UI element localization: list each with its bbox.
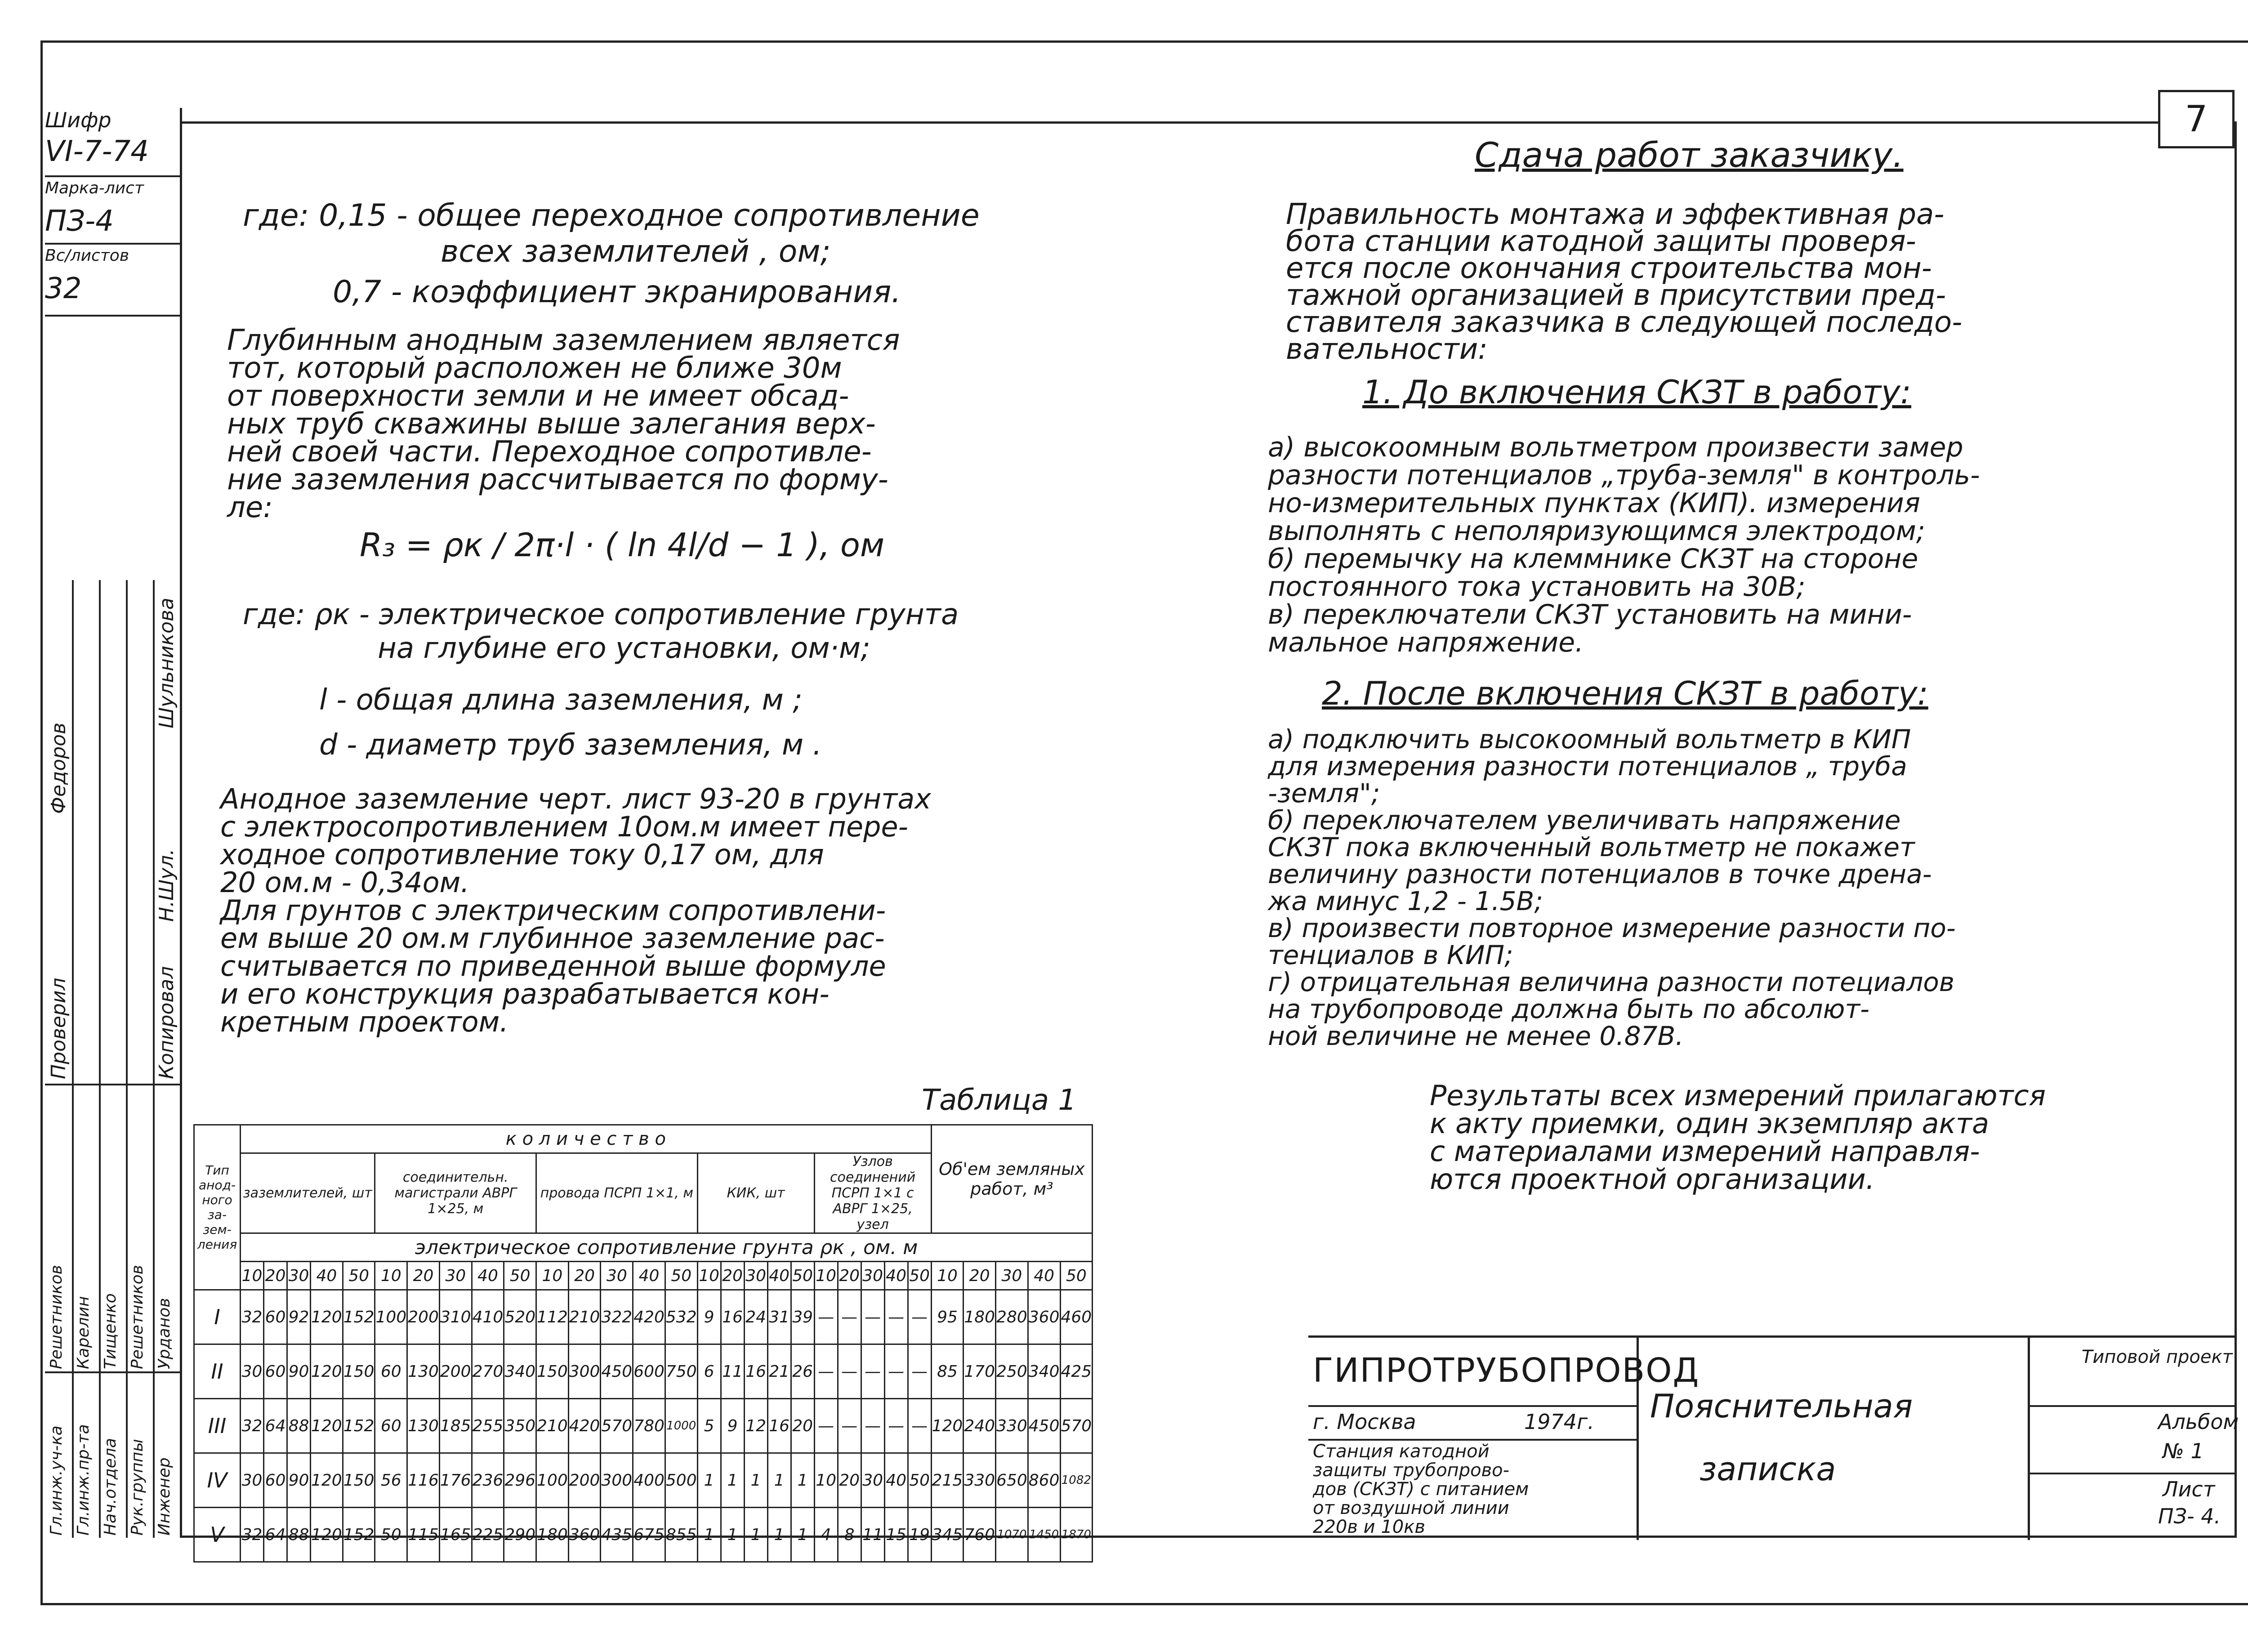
year: 1974г. bbox=[1524, 1410, 1594, 1434]
title-block bbox=[1308, 1335, 2237, 1542]
proveril-label: Проверил bbox=[47, 978, 70, 1079]
table-cell: 30 bbox=[241, 1453, 264, 1508]
table-cell: 6 bbox=[697, 1344, 721, 1399]
table-cell: 60 bbox=[264, 1344, 287, 1399]
paragraph-line: ных труб скважины выше залегания верх- bbox=[227, 407, 876, 441]
album-label: Альбом bbox=[2158, 1410, 2239, 1434]
table-cell: 1 bbox=[721, 1508, 744, 1562]
resistance-value: 10 bbox=[814, 1262, 838, 1290]
where-5: d - диаметр труб заземления, м . bbox=[319, 728, 822, 762]
header-group: провода ПСРП 1×1, м bbox=[536, 1153, 698, 1233]
list-item: в) произвести повторное измерение разности по- bbox=[1268, 913, 1956, 943]
table-cell: 4 bbox=[814, 1508, 838, 1562]
table-cell: 855 bbox=[665, 1508, 697, 1562]
resistance-value: 30 bbox=[996, 1262, 1028, 1290]
paragraph-line: тажной организацией в присутствии пред- bbox=[1286, 279, 1946, 312]
resistance-value: 20 bbox=[838, 1262, 861, 1290]
paragraph-line: ние заземления рассчитывается по форму- bbox=[227, 463, 888, 496]
resistance-value: 30 bbox=[287, 1262, 311, 1290]
table-cell: 1 bbox=[744, 1453, 767, 1508]
resistance-value: 10 bbox=[241, 1262, 264, 1290]
table-cell: 1070 bbox=[996, 1508, 1028, 1562]
table-cell: 20 bbox=[838, 1453, 861, 1508]
table-cell: 420 bbox=[568, 1399, 601, 1453]
table-cell: 240 bbox=[963, 1399, 996, 1453]
table-cell: 200 bbox=[568, 1453, 601, 1508]
table-cell: — bbox=[908, 1399, 931, 1453]
table-cell: 11 bbox=[721, 1344, 744, 1399]
table-cell: 170 bbox=[963, 1344, 996, 1399]
resistance-value: 10 bbox=[697, 1262, 721, 1290]
sig-role-4: Инженер bbox=[155, 1457, 174, 1536]
resistance-value: 20 bbox=[568, 1262, 601, 1290]
description-line: дов (СКЗТ) с питанием bbox=[1313, 1479, 1529, 1500]
table-cell: 1450 bbox=[1028, 1508, 1060, 1562]
row-type: IV bbox=[194, 1453, 241, 1508]
resistance-value: 10 bbox=[931, 1262, 963, 1290]
resistance-value: 10 bbox=[375, 1262, 407, 1290]
list-item: -земля"; bbox=[1268, 778, 1380, 808]
sig-role-0: Гл.инж.уч-ка bbox=[47, 1425, 66, 1536]
album-value: № 1 bbox=[2163, 1439, 2204, 1463]
table-cell: 100 bbox=[375, 1290, 407, 1344]
shulyn-name: Н.Шул. bbox=[155, 848, 178, 922]
table-cell: 280 bbox=[996, 1290, 1028, 1344]
paragraph-line: Правильность монтажа и эффективная ра- bbox=[1286, 198, 1945, 231]
table-cell: 32 bbox=[241, 1508, 264, 1562]
table-cell: 152 bbox=[343, 1399, 375, 1453]
table-cell: 425 bbox=[1060, 1344, 1093, 1399]
table-cell: 88 bbox=[287, 1399, 311, 1453]
table-cell: 270 bbox=[472, 1344, 504, 1399]
table-cell: 1870 bbox=[1060, 1508, 1093, 1562]
table-cell: 570 bbox=[1060, 1399, 1093, 1453]
cipher-value: VI-7-74 bbox=[45, 135, 149, 168]
table-cell: 9 bbox=[697, 1290, 721, 1344]
table-cell: 112 bbox=[536, 1290, 569, 1344]
table-cell: 176 bbox=[439, 1453, 472, 1508]
sheets-value: 32 bbox=[45, 272, 82, 305]
header-group: КИК, шт bbox=[697, 1153, 814, 1233]
list-item: б) перемычку на клеммнике СКЗТ на стороне bbox=[1268, 543, 1918, 575]
table-cell: 310 bbox=[439, 1290, 472, 1344]
table-cell: 210 bbox=[568, 1290, 601, 1344]
where-3: где: ρк - электрическое сопротивление грунта bbox=[243, 598, 959, 631]
table-cell: 410 bbox=[472, 1290, 504, 1344]
table-cell: — bbox=[908, 1290, 931, 1344]
resistance-value: 50 bbox=[908, 1262, 931, 1290]
resistance-value: 40 bbox=[884, 1262, 908, 1290]
table-cell: — bbox=[838, 1344, 861, 1399]
table-cell: 32 bbox=[241, 1399, 264, 1453]
resistance-value: 20 bbox=[407, 1262, 440, 1290]
table-cell: 300 bbox=[601, 1453, 633, 1508]
table-cell: — bbox=[884, 1290, 908, 1344]
table-cell: — bbox=[884, 1399, 908, 1453]
list-item: выполнять с неполяризующимся электродом; bbox=[1268, 515, 1926, 547]
table-cell: 150 bbox=[343, 1453, 375, 1508]
resistance-value: 30 bbox=[744, 1262, 767, 1290]
resistance-value: 40 bbox=[1028, 1262, 1060, 1290]
list-item: г) отрицательная величина разности потециалов bbox=[1268, 967, 1955, 997]
table-cell: 330 bbox=[996, 1399, 1028, 1453]
header-group: заземлителей, шт bbox=[241, 1153, 375, 1233]
cipher-label: Шифр bbox=[45, 108, 112, 132]
table-cell: 30 bbox=[241, 1344, 264, 1399]
table-cell: 520 bbox=[504, 1290, 536, 1344]
sheet-label: Лист bbox=[2163, 1477, 2215, 1501]
list-item: а) подключить высокоомный вольтметр в КИП bbox=[1268, 724, 1911, 755]
sig-name-0: Тищенко bbox=[101, 1293, 120, 1369]
table-cell: 780 bbox=[633, 1399, 665, 1453]
paragraph-line: с электросопротивлением 10ом.м имеет пере- bbox=[220, 810, 908, 843]
city: г. Москва bbox=[1313, 1410, 1416, 1434]
table-cell: 116 bbox=[407, 1453, 440, 1508]
table-cell: 5 bbox=[697, 1399, 721, 1453]
table-cell: 40 bbox=[884, 1453, 908, 1508]
table-cell: 300 bbox=[568, 1344, 601, 1399]
table-row bbox=[194, 1508, 1093, 1562]
list-item: а) высокоомным вольтметром произвести замер bbox=[1268, 432, 1963, 463]
table-cell: 11 bbox=[861, 1508, 884, 1562]
table-row bbox=[194, 1290, 1093, 1344]
header-quantity: к о л и ч е с т в о bbox=[241, 1125, 932, 1153]
table-cell: 150 bbox=[536, 1344, 569, 1399]
resistance-value: 40 bbox=[472, 1262, 504, 1290]
table-cell: 95 bbox=[931, 1290, 963, 1344]
table-cell: 460 bbox=[1060, 1290, 1093, 1344]
table-cell: 1 bbox=[697, 1453, 721, 1508]
table-cell: 322 bbox=[601, 1290, 633, 1344]
sheets-label: Вс/листов bbox=[45, 246, 129, 265]
list-item: в) переключатели СКЗТ установить на мини- bbox=[1268, 599, 1912, 630]
table-cell: 8 bbox=[838, 1508, 861, 1562]
mark-value: ПЗ-4 bbox=[45, 205, 114, 238]
resistance-value: 40 bbox=[311, 1262, 343, 1290]
table-cell: 120 bbox=[311, 1399, 343, 1453]
table-cell: 330 bbox=[963, 1453, 996, 1508]
resistance-value: 40 bbox=[767, 1262, 791, 1290]
table-cell: 120 bbox=[311, 1344, 343, 1399]
sig-name-2: Решетников bbox=[47, 1265, 66, 1369]
table-cell: 152 bbox=[343, 1290, 375, 1344]
paragraph-line: ней своей части. Переходное сопротивле- bbox=[227, 435, 872, 469]
table-cell: 30 bbox=[861, 1453, 884, 1508]
resistance-value: 30 bbox=[861, 1262, 884, 1290]
table-cell: 345 bbox=[931, 1508, 963, 1562]
table-cell: 165 bbox=[439, 1508, 472, 1562]
table-cell: 60 bbox=[375, 1399, 407, 1453]
table-row bbox=[194, 1344, 1093, 1399]
sig-name-4: Карелин bbox=[74, 1296, 93, 1369]
table-cell: 92 bbox=[287, 1290, 311, 1344]
paragraph-line: Для грунтов с электрическим сопротивлени- bbox=[220, 894, 886, 927]
table-cell: 750 bbox=[665, 1344, 697, 1399]
table-cell: 250 bbox=[996, 1344, 1028, 1399]
table-cell: 290 bbox=[504, 1508, 536, 1562]
table-cell: 64 bbox=[264, 1508, 287, 1562]
mark-label: Марка-лист bbox=[45, 179, 144, 197]
table-cell: 31 bbox=[767, 1290, 791, 1344]
table-caption: Таблица 1 bbox=[922, 1084, 1077, 1117]
resistance-value: 50 bbox=[343, 1262, 375, 1290]
cipher-stamp bbox=[45, 108, 182, 378]
formula: R₃ = ρк / 2π·l · ( ln 4l/d − 1 ), ом bbox=[360, 526, 885, 564]
fedorov-name: Федоров bbox=[47, 722, 70, 814]
paragraph-line: ходное сопротивление току 0,17 ом, для bbox=[220, 838, 824, 871]
project-label: Типовой проект bbox=[2082, 1347, 2233, 1367]
table-cell: 210 bbox=[536, 1399, 569, 1453]
resistance-value: 30 bbox=[439, 1262, 472, 1290]
table-cell: 1 bbox=[697, 1508, 721, 1562]
where-1b: всех заземлителей , ом; bbox=[441, 234, 831, 269]
paragraph-line: Глубинным анодным заземлением является bbox=[227, 324, 900, 357]
kopiroval-label: Копировал bbox=[155, 966, 178, 1079]
where-2: 0,7 - коэффициент экранирования. bbox=[333, 274, 901, 310]
org-name: ГИПРОТРУБОПРОВОД bbox=[1313, 1351, 1700, 1390]
table-cell: 26 bbox=[791, 1344, 814, 1399]
table-cell: 120 bbox=[931, 1399, 963, 1453]
table-cell: 50 bbox=[375, 1508, 407, 1562]
table-cell: 24 bbox=[744, 1290, 767, 1344]
table-cell: 9 bbox=[721, 1399, 744, 1453]
where-4: l - общая длина заземления, м ; bbox=[319, 683, 803, 717]
paragraph-line: кретным проектом. bbox=[220, 1005, 508, 1038]
header-resistance: электрическое сопротивление грунта ρк , ом. м bbox=[241, 1233, 1093, 1262]
table-cell: 16 bbox=[767, 1399, 791, 1453]
table-cell: 90 bbox=[287, 1453, 311, 1508]
resistance-value: 50 bbox=[791, 1262, 814, 1290]
table-cell: 860 bbox=[1028, 1453, 1060, 1508]
table-cell: 60 bbox=[264, 1453, 287, 1508]
table-cell: 56 bbox=[375, 1453, 407, 1508]
sig-name-1: Решетников bbox=[128, 1265, 147, 1369]
table-cell: 532 bbox=[665, 1290, 697, 1344]
paragraph-line: ле: bbox=[227, 491, 273, 524]
table-cell: 1 bbox=[791, 1453, 814, 1508]
description-line: 220в и 10кв bbox=[1313, 1517, 1425, 1537]
table-cell: 152 bbox=[343, 1508, 375, 1562]
table-cell: 120 bbox=[311, 1290, 343, 1344]
paragraph-line: вательности: bbox=[1286, 333, 1488, 366]
table-cell: 675 bbox=[633, 1508, 665, 1562]
table-cell: 200 bbox=[407, 1290, 440, 1344]
list-item: мальное напряжение. bbox=[1268, 627, 1584, 658]
table-cell: 21 bbox=[767, 1344, 791, 1399]
table-cell: 225 bbox=[472, 1508, 504, 1562]
table-cell: — bbox=[861, 1399, 884, 1453]
table-cell: 120 bbox=[311, 1453, 343, 1508]
list-item: ной величине не менее 0.87В. bbox=[1268, 1021, 1684, 1051]
table-cell: 570 bbox=[601, 1399, 633, 1453]
table-cell: 360 bbox=[568, 1508, 601, 1562]
table-cell: — bbox=[861, 1290, 884, 1344]
list-item: б) переключателем увеличивать напряжение bbox=[1268, 805, 1901, 835]
table-cell: 16 bbox=[721, 1290, 744, 1344]
paragraph-line: считывается по приведенной выше формуле bbox=[220, 950, 886, 982]
table-cell: 12 bbox=[744, 1399, 767, 1453]
sig-role-2: Нач.отдела bbox=[101, 1438, 120, 1536]
row-type: III bbox=[194, 1399, 241, 1453]
table-cell: 10 bbox=[814, 1453, 838, 1508]
table-cell: — bbox=[814, 1399, 838, 1453]
table-cell: 1 bbox=[791, 1508, 814, 1562]
paragraph-line: Результаты всех измерений прилагаются bbox=[1430, 1079, 2046, 1112]
table-cell: — bbox=[884, 1344, 908, 1399]
table-cell: 420 bbox=[633, 1290, 665, 1344]
header-group: соединительн. магистрали АВРГ 1×25, м bbox=[375, 1153, 536, 1233]
table-cell: 350 bbox=[504, 1399, 536, 1453]
table-cell: — bbox=[814, 1290, 838, 1344]
table-cell: 90 bbox=[287, 1344, 311, 1399]
list-item: постоянного тока установить на 30В; bbox=[1268, 571, 1806, 603]
list-item: величину разности потенциалов в точке дрена- bbox=[1268, 859, 1932, 889]
table-cell: 296 bbox=[504, 1453, 536, 1508]
row-type: I bbox=[194, 1290, 241, 1344]
paragraph-line: и его конструкция разрабатывается кон- bbox=[220, 978, 830, 1010]
table-cell: 20 bbox=[791, 1399, 814, 1453]
table-cell: 200 bbox=[439, 1344, 472, 1399]
paragraph-line: тот, который расположен не ближе 30м bbox=[227, 352, 842, 385]
table-cell: 1 bbox=[767, 1453, 791, 1508]
table-cell: 600 bbox=[633, 1344, 665, 1399]
table-cell: 130 bbox=[407, 1344, 440, 1399]
table-cell: 185 bbox=[439, 1399, 472, 1453]
data-table bbox=[193, 1124, 1093, 1563]
list-item: но-измерительных пунктах (КИП). измерения bbox=[1268, 487, 1920, 519]
table-cell: 650 bbox=[996, 1453, 1028, 1508]
table-cell: 340 bbox=[504, 1344, 536, 1399]
row-type: V bbox=[194, 1508, 241, 1562]
resistance-value: 50 bbox=[665, 1262, 697, 1290]
table-cell: 215 bbox=[931, 1453, 963, 1508]
where-1: где: 0,15 - общее переходное сопротивление bbox=[243, 198, 980, 233]
table-cell: 15 bbox=[884, 1508, 908, 1562]
description-line: защиты трубопрово- bbox=[1313, 1460, 1510, 1481]
resistance-value: 30 bbox=[601, 1262, 633, 1290]
table-cell: — bbox=[908, 1344, 931, 1399]
table-cell: 85 bbox=[931, 1344, 963, 1399]
table-cell: 400 bbox=[633, 1453, 665, 1508]
table-cell: 16 bbox=[744, 1344, 767, 1399]
list-item: жа минус 1,2 - 1.5В; bbox=[1268, 886, 1543, 916]
paragraph-line: ем выше 20 ом.м глубинное заземление рас- bbox=[220, 922, 885, 955]
table-cell: 60 bbox=[375, 1344, 407, 1399]
table-cell: 120 bbox=[311, 1508, 343, 1562]
sheet-value: ПЗ- 4. bbox=[2158, 1504, 2221, 1528]
resistance-value: 40 bbox=[633, 1262, 665, 1290]
paragraph-line: ются проектной организации. bbox=[1430, 1163, 1875, 1196]
table-cell: 450 bbox=[1028, 1399, 1060, 1453]
table-cell: 1 bbox=[767, 1508, 791, 1562]
list-item: СКЗТ пока включенный вольтметр не покажет bbox=[1268, 832, 1915, 862]
section-1-heading: 1. До включения СКЗТ в работу: bbox=[1362, 373, 1912, 411]
table-cell: 500 bbox=[665, 1453, 697, 1508]
table-cell: — bbox=[838, 1399, 861, 1453]
table-cell: 340 bbox=[1028, 1344, 1060, 1399]
list-item: для измерения разности потенциалов „ труба bbox=[1268, 751, 1907, 781]
table-cell: 115 bbox=[407, 1508, 440, 1562]
list-item: на трубопроводе должна быть по абсолют- bbox=[1268, 994, 1870, 1024]
table-cell: 88 bbox=[287, 1508, 311, 1562]
table-cell: 1 bbox=[721, 1453, 744, 1508]
resistance-value: 20 bbox=[264, 1262, 287, 1290]
section-2-heading: 2. После включения СКЗТ в работу: bbox=[1322, 674, 1928, 712]
resistance-value: 20 bbox=[963, 1262, 996, 1290]
table-cell: 180 bbox=[963, 1290, 996, 1344]
paragraph-line: ется после окончания строительства мон- bbox=[1286, 252, 1932, 285]
table-cell: 130 bbox=[407, 1399, 440, 1453]
header-type: Тип анод-ного за-зем-ления bbox=[194, 1125, 241, 1290]
table-row bbox=[194, 1453, 1093, 1508]
doc-title-2: записка bbox=[1699, 1450, 1836, 1488]
resistance-value: 10 bbox=[536, 1262, 569, 1290]
sig-role-1: Гл.инж.пр-та bbox=[74, 1424, 93, 1536]
signature-strip bbox=[45, 580, 180, 1538]
header-volume: Об'ем земляных работ, м³ bbox=[931, 1125, 1093, 1233]
table-cell: 60 bbox=[264, 1290, 287, 1344]
table-cell: 255 bbox=[472, 1399, 504, 1453]
table-cell: 450 bbox=[601, 1344, 633, 1399]
paragraph-line: 20 ом.м - 0,34ом. bbox=[220, 866, 470, 899]
row-type: II bbox=[194, 1344, 241, 1399]
paragraph-line: бота станции катодной защиты проверя- bbox=[1286, 225, 1916, 258]
table-cell: 1 bbox=[744, 1508, 767, 1562]
where-3b: на глубине его установки, ом·м; bbox=[378, 632, 870, 665]
shulynkova-name: Шульникова bbox=[155, 598, 178, 728]
table-cell: 180 bbox=[536, 1508, 569, 1562]
paragraph-line: к акту приемки, один экземпляр акта bbox=[1430, 1107, 1989, 1140]
description-line: Станция катодной bbox=[1313, 1441, 1490, 1462]
resistance-value: 50 bbox=[1060, 1262, 1093, 1290]
table-row bbox=[194, 1399, 1093, 1453]
table-cell: — bbox=[814, 1344, 838, 1399]
paragraph-line: от поверхности земли и не имеет обсад- bbox=[227, 380, 849, 413]
table-cell: 1082 bbox=[1060, 1453, 1093, 1508]
table-cell: 1000 bbox=[665, 1399, 697, 1453]
list-item: тенциалов в КИП; bbox=[1268, 940, 1513, 970]
header-group: Узлов соединений ПСРП 1×1 с АВРГ 1×25, узел bbox=[814, 1153, 931, 1233]
paragraph-line: с материалами измерений направля- bbox=[1430, 1135, 1980, 1168]
doc-title-1: Пояснительная bbox=[1650, 1387, 1913, 1425]
sig-role-3: Рук.группы bbox=[128, 1439, 147, 1536]
right-heading: Сдача работ заказчику. bbox=[1475, 135, 1904, 175]
paragraph-line: Анодное заземление черт. лист 93-20 в грунтах bbox=[220, 782, 931, 815]
sig-name-3: Урданов bbox=[155, 1298, 174, 1369]
resistance-value: 20 bbox=[721, 1262, 744, 1290]
list-item: разности потенциалов „труба-земля" в контроль- bbox=[1268, 460, 1980, 491]
table-cell: 50 bbox=[908, 1453, 931, 1508]
table-cell: 435 bbox=[601, 1508, 633, 1562]
table-cell: 360 bbox=[1028, 1290, 1060, 1344]
table-cell: 39 bbox=[791, 1290, 814, 1344]
table-cell: — bbox=[861, 1344, 884, 1399]
table-cell: — bbox=[838, 1290, 861, 1344]
table-cell: 32 bbox=[241, 1290, 264, 1344]
paragraph-line: ставителя заказчика в следующей последо- bbox=[1286, 306, 1963, 339]
resistance-value: 50 bbox=[504, 1262, 536, 1290]
description-line: от воздушной линии bbox=[1313, 1498, 1509, 1518]
page-number: 7 bbox=[2158, 90, 2235, 148]
table-cell: 19 bbox=[908, 1508, 931, 1562]
table-cell: 236 bbox=[472, 1453, 504, 1508]
table-cell: 760 bbox=[963, 1508, 996, 1562]
table-cell: 150 bbox=[343, 1344, 375, 1399]
table-cell: 100 bbox=[536, 1453, 569, 1508]
table-cell: 64 bbox=[264, 1399, 287, 1453]
